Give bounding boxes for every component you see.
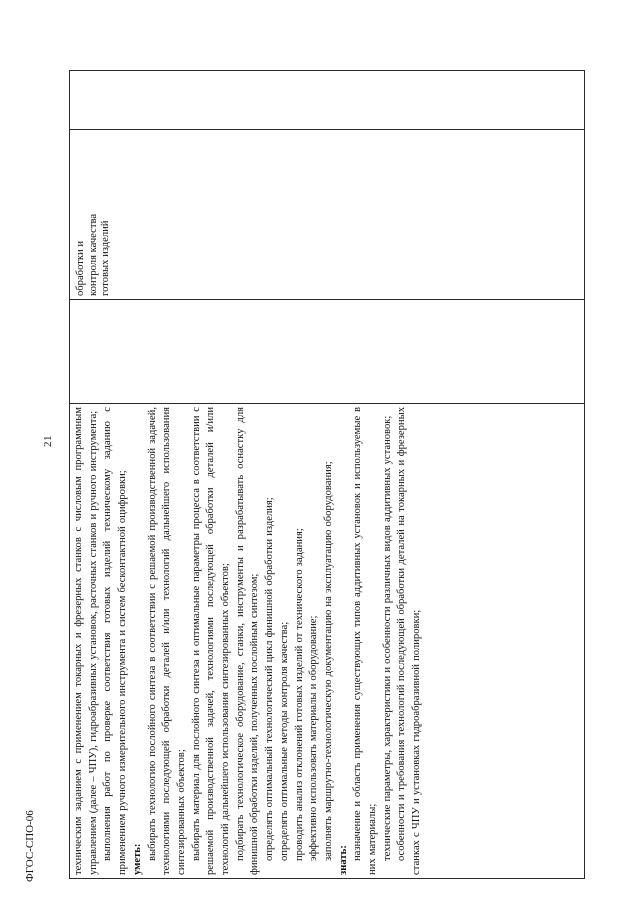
text-paragraph: определять оптимальные методы контроля качества; [278, 621, 290, 861]
text-paragraph: определять оптимальный технологический цикл финишной обработки изделия; [264, 497, 276, 861]
text-paragraph: выбирать материал для послойного синтеза и оптимальные параметры процесса в соответствии с решаемой производственной задачей, технологиями последующей обработки деталей и/или технологий дальнейшего использования синтезированных объектов; [190, 407, 232, 875]
text-paragraph: особенности и требования технологий последующей обработки деталей на токарных и фрезерных станках с ЧПУ и установках гидроабразивной полировки; [396, 407, 423, 875]
text-paragraph: выполнения работ по проверке соответствия готовых изделий техническому заданию с применением ручного измерительного инструмента и систем бесконтактной оцифровки; [102, 407, 129, 875]
module-name-cell [70, 130, 585, 300]
curriculum-table [69, 71, 585, 879]
text-paragraph: технические параметры, характеристики и особенности различных видов аддитивных установок; [381, 415, 393, 861]
page-number: 21 [42, 435, 54, 447]
text-paragraph: эффективно использовать материалы и оборудование; [308, 615, 320, 861]
text-paragraph: техническим заданием с применением токарных и фрезерных станков с числовым программным управлением (далее – ЧПУ), гидроабразивных установок, расточных станков и ручного инструмента; [73, 407, 99, 875]
module-name-text [72, 133, 113, 296]
competency-text [72, 407, 425, 875]
text-paragraph: выбирать технологию послойного синтеза в соответствии с решаемой производственной задачей, технологиями последующей обработки деталей и/или технологий дальнейшего использования синтезированных объектов; [146, 407, 187, 875]
text-paragraph: проводить анализ отклонений готовых изделий от технического задания; [293, 528, 305, 861]
module-name-line: контроля качества [87, 213, 99, 296]
hours-cell [70, 300, 585, 404]
text-paragraph: назначение и область применения существующих типов аддитивных установок и используемые в них материалы; [352, 407, 379, 875]
competency-code-cell [70, 71, 585, 130]
text-paragraph: заполнять маршрутно-технологическую документацию на эксплуатацию оборудования; [322, 461, 334, 861]
section-heading: уметь: [131, 843, 143, 875]
section-heading: знать: [337, 845, 349, 875]
text-paragraph: подбирать технологическое оборудование, станки, инструменты и разрабатывать оснастку для финишной обработки изделий, полученных послойным синтезом; [234, 407, 261, 875]
competency-description-cell [70, 404, 585, 879]
module-name-line: готовых изделий [100, 220, 112, 296]
module-name-line: обработки и [75, 241, 86, 296]
document-footer-code: ФГОС-СПО-06 [24, 810, 36, 882]
